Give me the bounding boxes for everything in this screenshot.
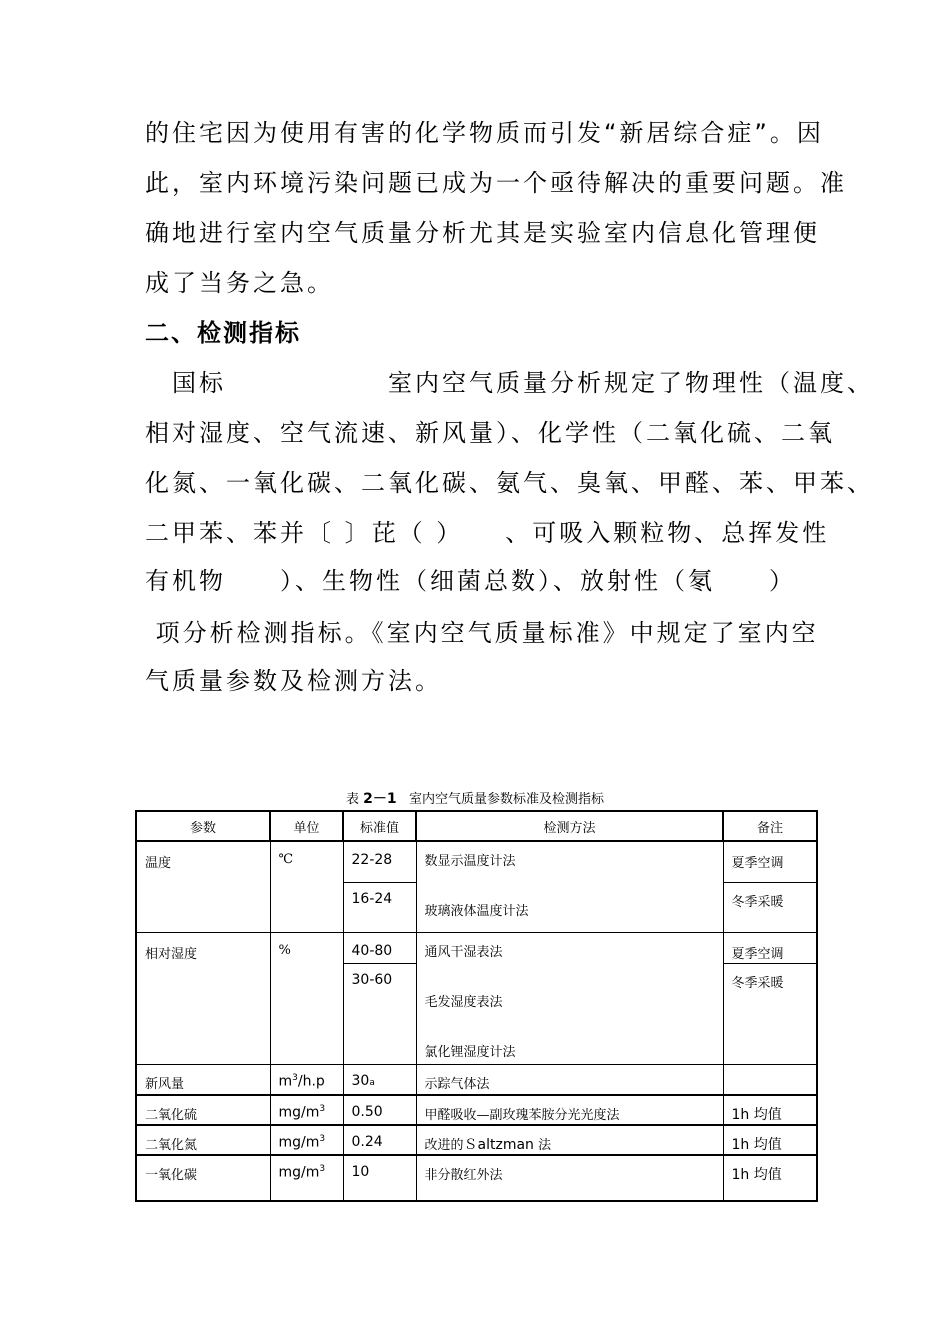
method-humidity-3: 氯化锂湿度计法 (424, 1045, 516, 1060)
unit-no2 (270, 1125, 343, 1155)
caption-number: 2－1 (363, 791, 397, 807)
method-temperature (416, 841, 723, 933)
header-note: 备注 (723, 811, 817, 841)
note-co: 1h 均值 (723, 1155, 817, 1201)
paragraph1-line-4: 成了当务之急。 (145, 269, 334, 297)
param-temperature: 温度 (136, 841, 270, 933)
note-so2: 1h 均值 (723, 1095, 817, 1125)
value-no2: 0.24 (343, 1125, 416, 1155)
method-humidity-2: 毛发湿度表法 (424, 995, 503, 1010)
table-row (136, 1125, 817, 1155)
paragraph1-line-2: 此，室内环境污染问题已成为一个亟待解决的重要问题。准 (145, 169, 847, 197)
param-co: 一氧化碳 (136, 1155, 270, 1201)
value-humidity-winter: 30-60 (343, 964, 416, 1065)
table-caption (0, 788, 950, 808)
value-humidity-summer: 40-80 (343, 933, 416, 964)
unit-humidity: % (270, 933, 343, 1065)
value-temperature-winter: 16-24 (343, 883, 416, 933)
table-row (136, 1065, 817, 1095)
method-no2-suffix: 法 (538, 1137, 552, 1153)
unit-fresh-air (270, 1065, 343, 1095)
value-fresh-air-num: 30 (351, 1073, 370, 1089)
paragraph1-line-3: 确地进行室内空气质量分析尤其是实验室内信息化管理便 (145, 219, 820, 247)
unit-fresh-air-sup: 3 (292, 1073, 298, 1083)
paragraph2-line-1: 国标 室内空气质量分析规定了物理性（温度、 (145, 369, 874, 397)
table-header-row (136, 811, 817, 841)
method-so2: 甲醛吸收—副玫瑰苯胺分光光度法 (416, 1095, 723, 1125)
paragraph2-line-2: 相对湿度、空气流速、新风量）、化学性（二氧化硫、二氧 (145, 419, 835, 447)
param-humidity: 相对湿度 (136, 933, 270, 1065)
param-no2: 二氧化氮 (136, 1125, 270, 1155)
method-co: 非分散红外法 (416, 1155, 723, 1201)
method-temperature-2: 玻璃液体温度计法 (424, 904, 529, 919)
param-so2: 二氧化硫 (136, 1095, 270, 1125)
unit-co (270, 1155, 343, 1201)
method-no2-latin: Ｓaltzman (463, 1136, 534, 1153)
header-value: 标准值 (343, 811, 416, 841)
value-temperature-summer: 22-28 (343, 841, 416, 883)
caption-title: 室内空气质量参数标准及检测指标 (409, 792, 605, 807)
note-humidity-winter: 冬季采暖 (723, 964, 817, 1065)
paragraph2-line-5: 有机物 ）、生物性（细菌总数）、放射性（氡 ） (145, 567, 796, 595)
value-fresh-air-sup: a (369, 1078, 375, 1088)
caption-prefix: 表 (345, 792, 359, 807)
unit-co-base: mg/m (278, 1164, 320, 1181)
table-row (136, 841, 817, 883)
unit-co-sup: 3 (319, 1163, 326, 1174)
paragraph2-line-6: 项分析检测指标。《室内空气质量标准》中规定了室内空 (145, 619, 819, 647)
value-fresh-air (343, 1065, 416, 1095)
header-method: 检测方法 (416, 811, 723, 841)
unit-fresh-air-rest: /h.p (297, 1073, 325, 1090)
header-unit: 单位 (270, 811, 343, 841)
table-row (136, 933, 817, 964)
method-temperature-1: 数显示温度计法 (424, 854, 516, 869)
unit-so2-sup: 3 (319, 1103, 326, 1114)
unit-temperature: ℃ (270, 841, 343, 933)
table-row (136, 1095, 817, 1125)
note-no2: 1h 均值 (723, 1125, 817, 1155)
paragraph1-line-1: 的住宅因为使用有害的化学物质而引发“新居综合症”。因 (145, 119, 824, 147)
method-fresh-air: 示踪气体法 (416, 1065, 723, 1095)
note-temperature-summer: 夏季空调 (723, 841, 817, 883)
unit-fresh-air-base: m (278, 1073, 293, 1090)
method-no2 (416, 1125, 723, 1155)
method-humidity (416, 933, 723, 1065)
note-temperature-winter: 冬季采暖 (723, 883, 817, 933)
header-param: 参数 (136, 811, 270, 841)
paragraph2-line-4: 二甲苯、苯并〔 〕芘（ ） 、可吸入颗粒物、总挥发性 (145, 519, 830, 547)
unit-no2-sup: 3 (319, 1133, 326, 1144)
param-fresh-air: 新风量 (136, 1065, 270, 1095)
air-quality-table (135, 810, 818, 1202)
section-heading: 二、检测指标 (145, 319, 301, 347)
method-humidity-1: 通风干湿表法 (424, 945, 503, 960)
paragraph2-line-7: 气质量参数及检测方法。 (145, 667, 442, 695)
note-humidity-summer: 夏季空调 (723, 933, 817, 964)
note-fresh-air (723, 1065, 817, 1095)
unit-so2-base: mg/m (278, 1104, 320, 1121)
value-so2: 0.50 (343, 1095, 416, 1125)
unit-so2 (270, 1095, 343, 1125)
value-co: 10 (343, 1155, 416, 1201)
paragraph2-line-3: 化氮、一氧化碳、二氧化碳、氨气、臭氧、甲醛、苯、甲苯、 (145, 469, 874, 497)
method-no2-prefix: 改进的 (424, 1137, 464, 1153)
unit-no2-base: mg/m (278, 1134, 320, 1151)
table-row (136, 1155, 817, 1201)
